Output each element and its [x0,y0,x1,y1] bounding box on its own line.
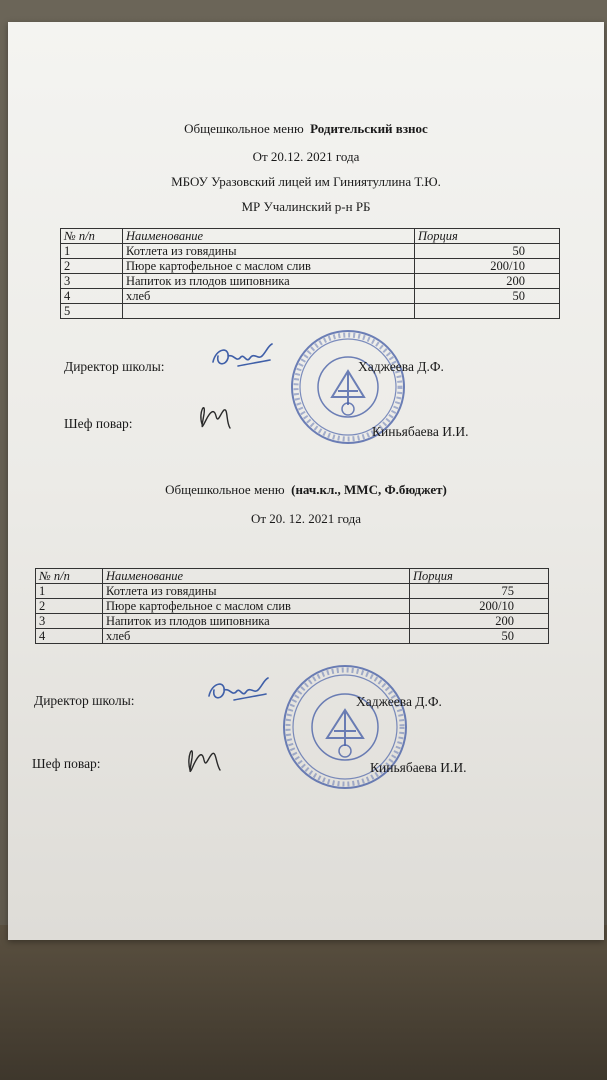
header-number: № п/п [61,229,123,244]
header-portion: Порция [410,569,549,584]
director-signature [208,340,278,374]
menu1-title: Общешкольное меню Родительский взнос [184,121,428,136]
menu2-date: От 20. 12. 2021 года [250,511,362,526]
header-name: Наименование [103,569,410,584]
table-row: 1 Котлета из говядины 50 [61,244,560,259]
chef-name-2: Киньябаева И.И. [370,760,467,775]
chef-label: Шеф повар: [64,416,133,431]
table-row: 1 Котлета из говядины 75 [36,584,549,599]
header-name: Наименование [123,229,415,244]
chef-name: Киньябаева И.И. [372,424,469,439]
table-row: 3 Напиток из плодов шиповника 200 [36,614,549,629]
header-number: № п/п [36,569,103,584]
table-row: 4 хлеб 50 [61,289,560,304]
director-name: Хаджеева Д.Ф. [358,359,444,374]
chef-signature [188,394,248,438]
floor [0,925,607,1080]
director-label: Директор школы: [64,359,165,374]
school-name: МБОУ Уразовский лицей им Гиниятуллина Т.Ю. [171,174,441,189]
table-row: 4 хлеб 50 [36,629,549,644]
table-header-row [36,569,549,584]
header-portion: Порция [415,229,560,244]
table-row: 5 [61,304,560,319]
table-row: 2 Пюре картофельное с маслом слив 200/10 [61,259,560,274]
district-name: МР Учалинский р-н РБ [241,199,371,214]
document-page [8,22,604,940]
menu1-table [60,228,560,319]
director-signature-2 [204,674,274,708]
table-header-row [61,229,560,244]
chef-label-2: Шеф повар: [32,756,101,771]
table-row: 2 Пюре картофельное с маслом слив 200/10 [36,599,549,614]
director-name-2: Хаджеева Д.Ф. [356,694,442,709]
chef-signature-2 [176,734,236,784]
menu1-date: От 20.12. 2021 года [252,149,360,164]
table-row: 3 Напиток из плодов шиповника 200 [61,274,560,289]
director-label-2: Директор школы: [34,693,135,708]
menu2-table [35,568,549,644]
menu2-title: Общешкольное меню (нач.кл., ММС, Ф.бюджет) [165,482,447,497]
